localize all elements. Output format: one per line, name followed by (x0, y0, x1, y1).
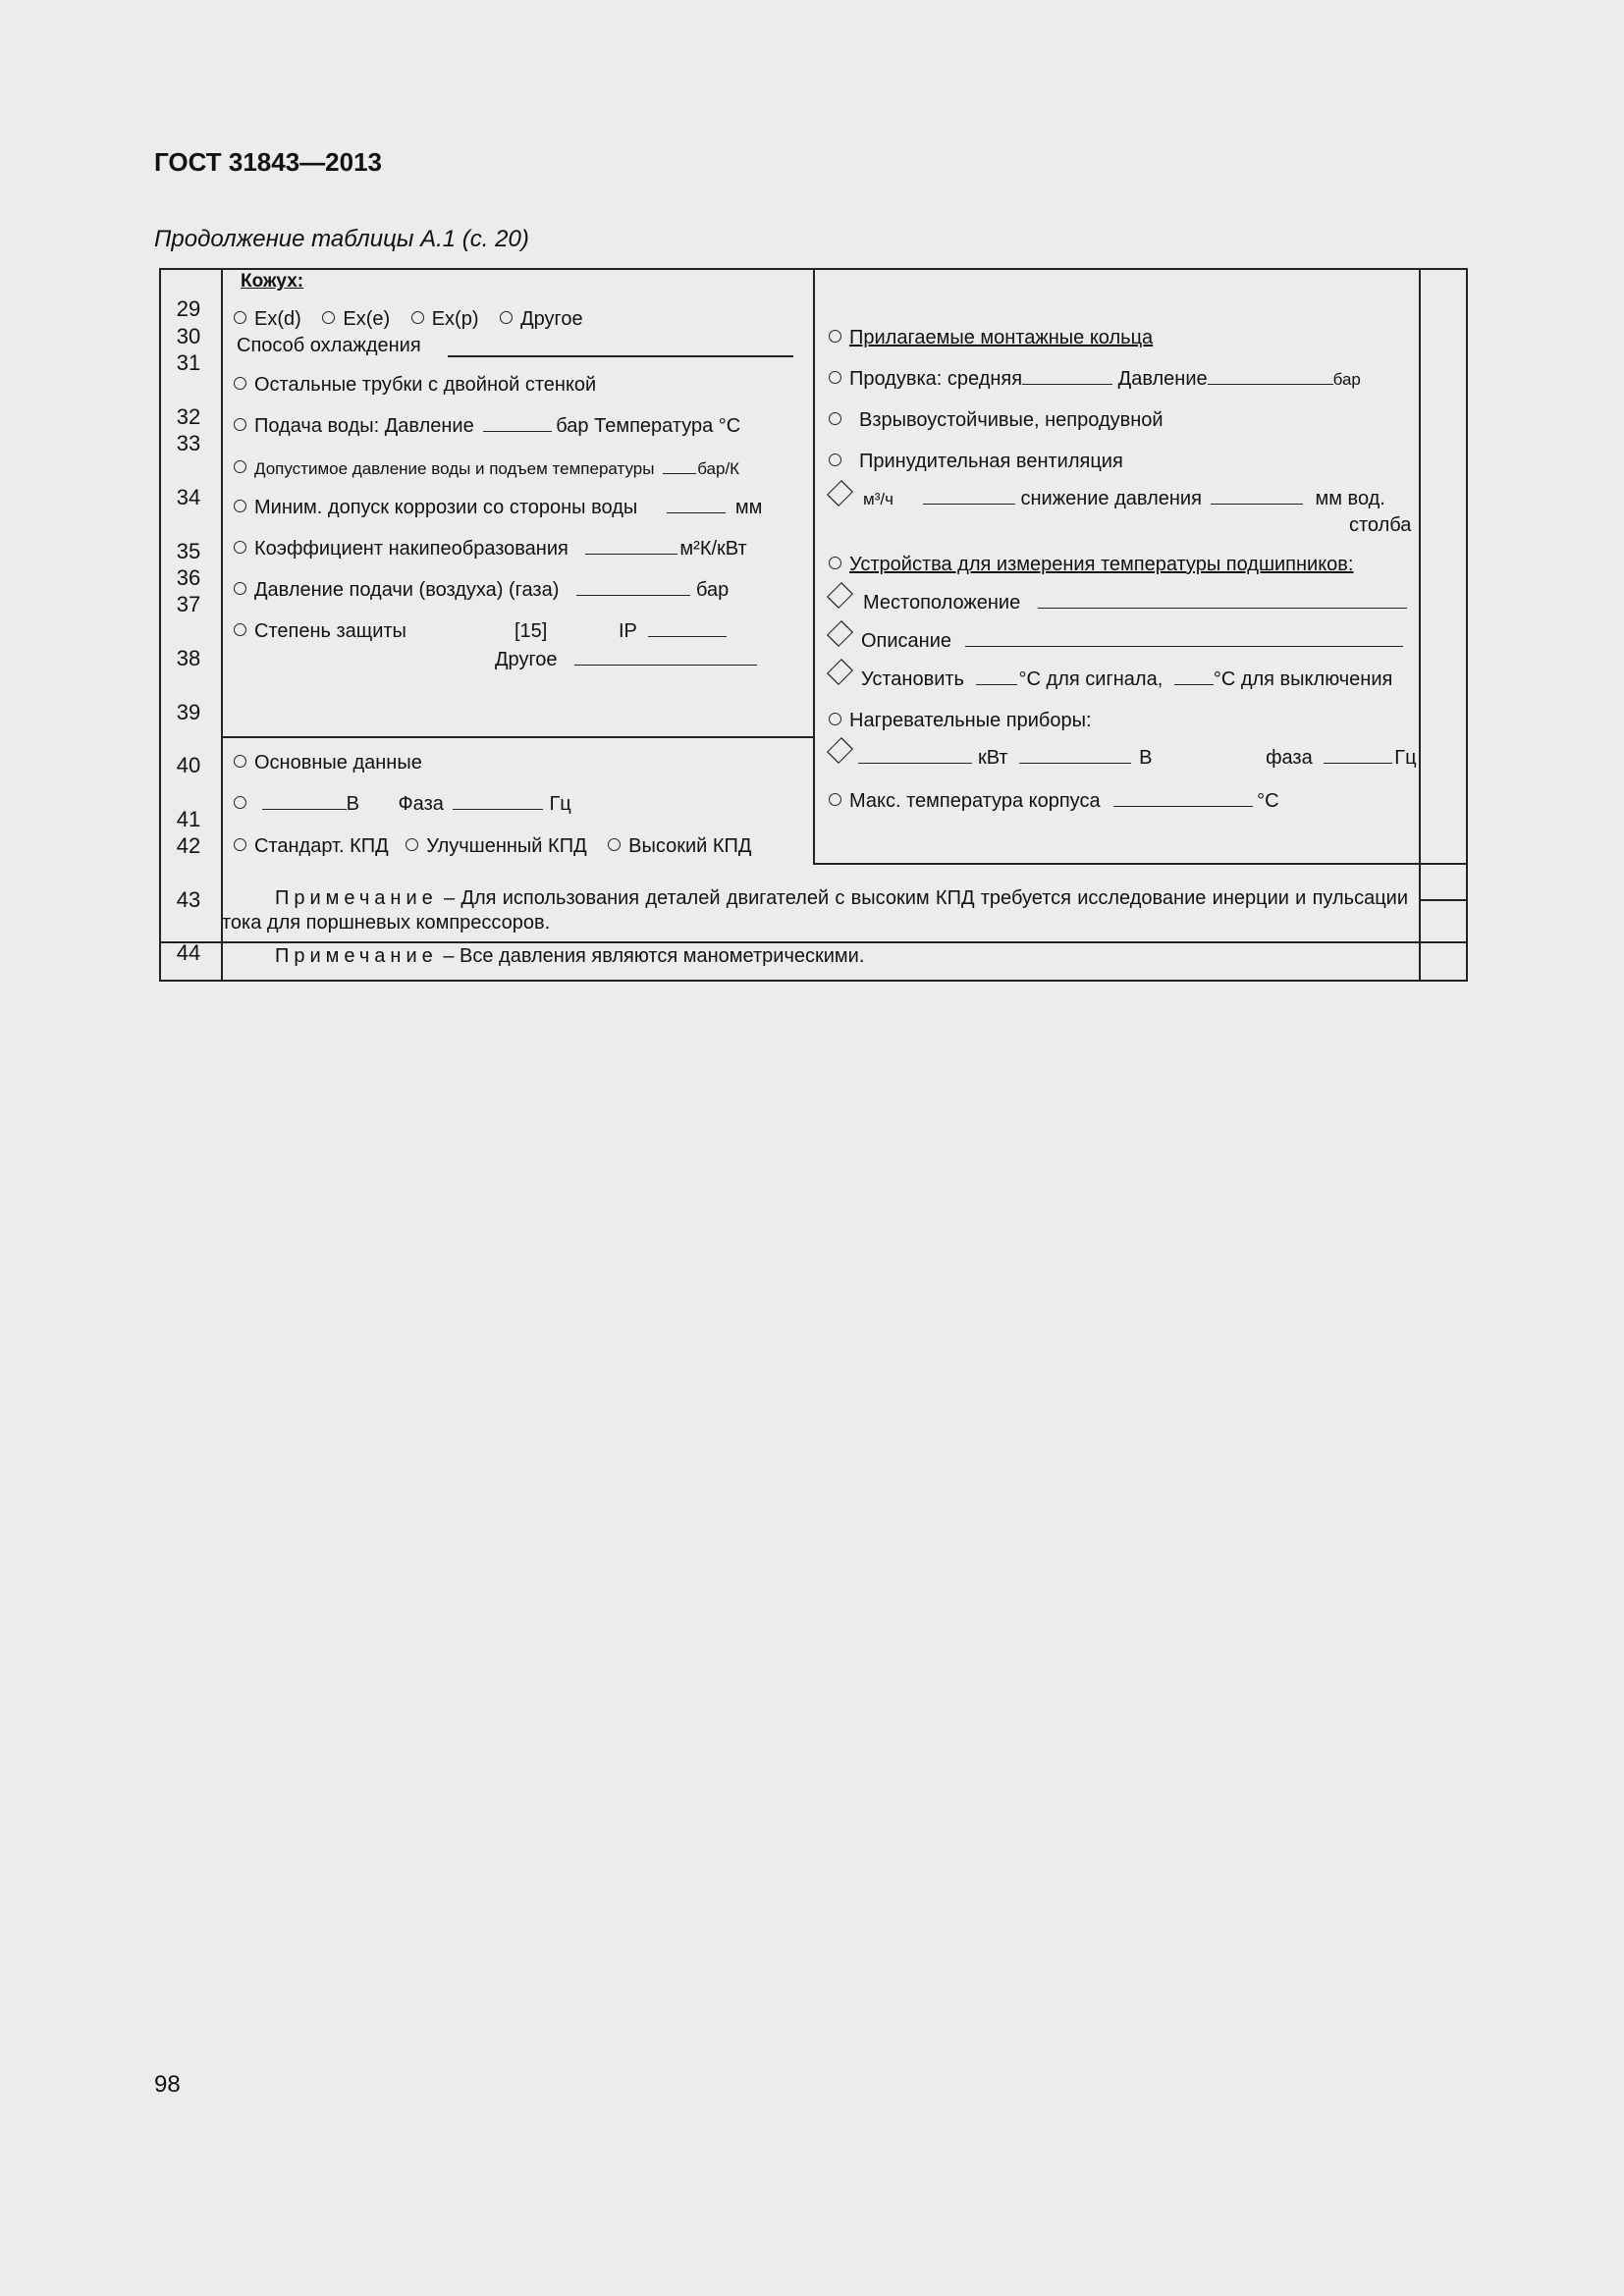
heaters-row: Нагревательные приборы: (829, 710, 1092, 732)
radio-mount-rings[interactable] (829, 330, 841, 343)
diamond-heater-icon[interactable] (827, 737, 853, 764)
radio-ex-p[interactable] (411, 311, 424, 324)
voltage-field[interactable] (262, 793, 347, 810)
page-number: 98 (154, 2071, 181, 2098)
row-number: 41 (176, 807, 201, 831)
row-number: 32 (176, 404, 201, 429)
corrosion-row: Миним. допуск коррозии со стороны воды мм (234, 497, 762, 519)
row-number: 37 (176, 592, 201, 616)
casing-title: Кожух: (241, 271, 304, 292)
radio-bearing-temp[interactable] (829, 557, 841, 569)
description-row: Описание (861, 630, 1403, 653)
row-number: 34 (176, 485, 201, 509)
location-field[interactable] (1038, 592, 1407, 609)
diamond-flow-icon[interactable] (827, 480, 853, 507)
signal-temp-field[interactable] (976, 668, 1017, 685)
flow-field[interactable] (923, 488, 1015, 505)
air-pressure-row: Давление подачи (воздуха) (газа) бар (234, 579, 729, 602)
phase-field[interactable] (453, 793, 543, 810)
row-number: 31 (176, 350, 201, 375)
radio-corrosion[interactable] (234, 500, 246, 512)
efficiency-row: Стандарт. КПД Улучшенный КПД Высокий КПД (234, 835, 751, 858)
radio-air-pressure[interactable] (234, 582, 246, 595)
note-43: Примечание – Для использования деталей двигателей с высоким КПД требуется исследование инерции и пульсации тока для поршневых компрессоров. (222, 887, 1408, 934)
corrosion-field[interactable] (667, 497, 726, 513)
radio-eff-improved[interactable] (406, 838, 418, 851)
radio-allowed-pressure[interactable] (234, 460, 246, 473)
radio-forced-vent[interactable] (829, 454, 841, 466)
row-number: 38 (176, 646, 201, 670)
diamond-setpoint-icon[interactable] (827, 659, 853, 685)
radio-eff-high[interactable] (608, 838, 621, 851)
forced-vent-row: Принудительная вентиляция (829, 451, 1123, 473)
ip-field[interactable] (648, 620, 727, 637)
flow-row: м³/ч снижение давления мм вод. (863, 488, 1385, 509)
cooling-field[interactable] (448, 355, 793, 357)
bearing-temp-row: Устройства для измерения температуры подшипников: (829, 554, 1354, 576)
fouling-field[interactable] (585, 538, 677, 555)
max-temp-row: Макс. температура корпуса °C (829, 790, 1279, 813)
table-caption: Продолжение таблицы А.1 (с. 20) (154, 226, 529, 252)
setpoint-row: Установить °C для сигнала, °C для выключения (861, 668, 1393, 690)
heater-phase-field[interactable] (1324, 747, 1392, 764)
air-pressure-field[interactable] (576, 579, 690, 596)
radio-voltage[interactable] (234, 796, 246, 809)
shutdown-temp-field[interactable] (1174, 668, 1214, 685)
other-row: Другое (495, 649, 757, 671)
heater-specs-row: кВт В фаза Гц (858, 747, 1417, 770)
fouling-row: Коэффициент накипеобразования м²К/кВт (234, 538, 747, 561)
radio-fouling[interactable] (234, 541, 246, 554)
radio-other[interactable] (500, 311, 513, 324)
radio-eff-std[interactable] (234, 838, 246, 851)
cooling-label: Способ охлаждения (237, 335, 421, 356)
row-number: 39 (176, 700, 201, 724)
radio-ex-d[interactable] (234, 311, 246, 324)
max-temp-field[interactable] (1113, 790, 1253, 807)
radio-ex-e[interactable] (322, 311, 335, 324)
radio-water-supply[interactable] (234, 418, 246, 431)
explosion-proof-row: Взрывоустойчивые, непродувной (829, 409, 1164, 432)
diamond-location-icon[interactable] (827, 582, 853, 609)
row-number: 30 (176, 324, 201, 348)
mount-rings-row: Прилагаемые монтажные кольца (829, 327, 1153, 349)
double-wall-row: Остальные трубки с двойной стенкой (234, 374, 596, 397)
radio-explosion-proof[interactable] (829, 412, 841, 425)
water-pressure-field[interactable] (483, 415, 552, 432)
water-column-label: столба (1349, 514, 1412, 536)
diamond-description-icon[interactable] (827, 620, 853, 647)
radio-purge[interactable] (829, 371, 841, 384)
radio-protection[interactable] (234, 623, 246, 636)
allowed-pressure-field[interactable] (663, 460, 696, 474)
note-44: Примечание – Все давления являются манометрическими. (275, 945, 865, 967)
ex-options-row: Ex(d) Ex(e) Ex(p) Другое (234, 308, 583, 331)
description-field[interactable] (965, 630, 1403, 647)
radio-double-wall[interactable] (234, 377, 246, 390)
purge-row: Продувка: средняя Давление бар (829, 368, 1361, 391)
radio-max-temp[interactable] (829, 793, 841, 806)
radio-heaters[interactable] (829, 713, 841, 725)
document-code: ГОСТ 31843—2013 (154, 147, 382, 177)
row-number: 29 (176, 296, 201, 321)
location-row: Местоположение (863, 592, 1407, 614)
heater-kw-field[interactable] (858, 747, 972, 764)
row-number: 42 (176, 833, 201, 858)
heater-volt-field[interactable] (1019, 747, 1131, 764)
purge-field[interactable] (1022, 368, 1112, 385)
radio-basic-data[interactable] (234, 755, 246, 768)
row-number: 33 (176, 431, 201, 455)
basic-data-row: Основные данные (234, 752, 422, 774)
ip-row: IP (619, 620, 727, 643)
voltage-row: В Фаза Гц (234, 793, 571, 816)
row-number: 40 (176, 753, 201, 777)
allowed-pressure-row: Допустимое давление воды и подъем температуры бар/К (234, 459, 739, 479)
row-number: 43 (176, 887, 201, 912)
other-field[interactable] (574, 649, 757, 666)
pressure-drop-field[interactable] (1211, 488, 1303, 505)
water-supply-row: Подача воды: Давление бар Температура °C (234, 415, 740, 438)
purge-pressure-field[interactable] (1208, 368, 1333, 385)
row-number: 36 (176, 565, 201, 590)
ref-15: [15] (514, 620, 548, 642)
protection-row: Степень защиты (234, 620, 406, 643)
row-number: 35 (176, 539, 201, 563)
row-number: 44 (176, 940, 201, 965)
